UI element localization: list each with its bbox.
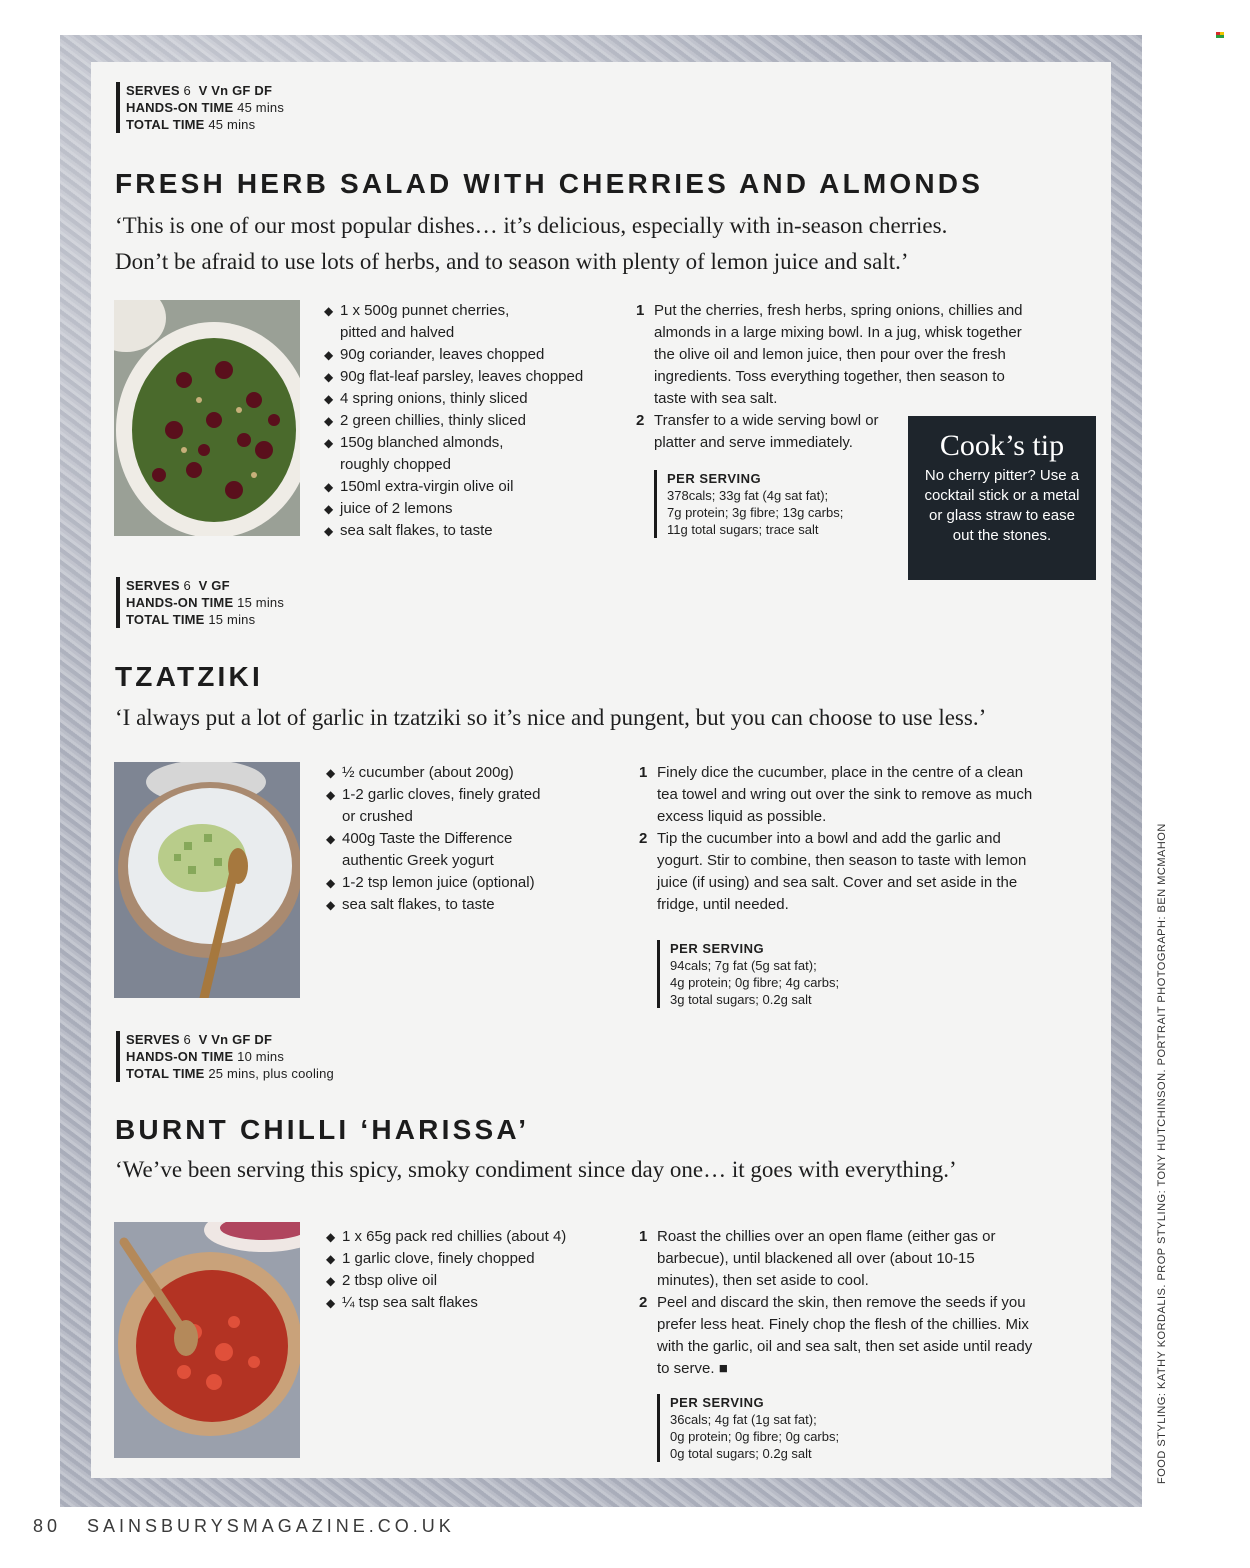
- recipe-3-meta: SERVES 6 V Vn GF DF HANDS-ON TIME 10 mins TOTAL TIME 25 mins, plus cooling: [116, 1031, 334, 1082]
- page-footer: [33, 1516, 455, 1537]
- method-step: 2 Peel and discard the skin, then remove the seeds if you prefer less heat. Finely chop the flesh of the chillies. Mix with the garlic, oil and sea salt, then set aside until ready to serve. ■: [639, 1294, 1033, 1377]
- ingredient-item: ◆ 1-2 tsp lemon juice (optional): [326, 874, 535, 891]
- ingredient-item: roughly chopped: [340, 456, 451, 473]
- recipe-1-quote: ‘This is one of our most popular dishes… it’s delicious, especially with in-season cherries. Don’t be afraid to use lots of herbs, and to season with plenty of lemon juice and salt.’: [115, 213, 948, 274]
- ingredient-item: authentic Greek yogurt: [342, 852, 494, 869]
- recipe-2-quote: ‘I always put a lot of garlic in tzatziki so it’s nice and pungent, but you can choose to use less.’: [115, 705, 987, 730]
- recipe-1-meta: SERVES 6 V Vn GF DF HANDS-ON TIME 45 mins TOTAL TIME 45 mins: [116, 82, 284, 133]
- ingredient-item: ◆ 1-2 garlic cloves, finely grated: [326, 786, 541, 803]
- ingredient-item: ◆ sea salt flakes, to taste: [326, 896, 495, 913]
- recipe-3-method: [639, 1226, 1037, 1380]
- ingredient-item: ◆ 1 x 500g punnet cherries,: [324, 302, 510, 319]
- method-step: 2 Transfer to a wide serving bowl or platter and serve immediately.: [636, 412, 879, 451]
- ingredient-item: ◆ 150ml extra-virgin olive oil: [324, 478, 514, 495]
- recipe-2-nutrition: PER SERVING 94cals; 7g fat (5g sat fat); 4g protein; 0g fibre; 4g carbs; 3g total sugars; 0.2g salt: [657, 940, 839, 1008]
- ingredient-item: ◆ 1 x 65g pack red chillies (about 4): [326, 1228, 567, 1245]
- ingredient-item: ◆ sea salt flakes, to taste: [324, 522, 493, 539]
- ingredient-item: ◆ 2 green chillies, thinly sliced: [324, 412, 526, 429]
- recipe-1-nutrition: PER SERVING 378cals; 33g fat (4g sat fat); 7g protein; 3g fibre; 13g carbs; 11g total sugars; trace salt: [654, 470, 843, 538]
- ingredient-item: ◆ ½ cucumber (about 200g): [326, 764, 514, 781]
- page-number: 80: [33, 1516, 62, 1536]
- recipe-3-title: BURNT CHILLI ‘HARISSA’: [115, 1114, 530, 1145]
- recipe-2-meta: SERVES 6 V GF HANDS-ON TIME 15 mins TOTAL TIME 15 mins: [116, 577, 284, 628]
- ingredient-item: ◆ ¼ tsp sea salt flakes: [326, 1294, 478, 1311]
- tzatziki-photo: [114, 762, 300, 998]
- ingredient-item: ◆ 400g Taste the Difference: [326, 830, 513, 847]
- recipe-1-ingredients: [324, 300, 583, 542]
- recipe-3-quote: ‘We’ve been serving this spicy, smoky condiment since day one… it goes with everything.’: [115, 1157, 957, 1182]
- recipe-2-method: [639, 762, 1037, 916]
- recipe-1-title: FRESH HERB SALAD WITH CHERRIES AND ALMONDS: [115, 168, 984, 199]
- recipe-2-title: TZATZIKI: [115, 661, 263, 692]
- ingredient-item: ◆ 90g coriander, leaves chopped: [324, 346, 545, 363]
- recipe-3-nutrition: PER SERVING 36cals; 4g fat (1g sat fat); 0g protein; 0g fibre; 0g carbs; 0g total sugars; 0.2g salt: [657, 1394, 839, 1462]
- ingredient-item: ◆ 90g flat-leaf parsley, leaves chopped: [324, 368, 584, 385]
- ingredient-item: ◆ 2 tbsp olive oil: [326, 1272, 438, 1289]
- method-step: 1 Put the cherries, fresh herbs, spring onions, chillies and almonds in a large mixing bowl. In a jug, whisk together the olive oil and lemon juice, then pour over the fresh ingredients. Toss everything together, then season to taste with sea salt.: [636, 302, 1023, 407]
- method-step: 1 Roast the chillies over an open flame (either gas or barbecue), until blackened all over (about 10-15 minutes), then set aside to cool.: [639, 1228, 996, 1289]
- colour-bar-mark: [1216, 32, 1224, 38]
- ingredient-item: ◆ 150g blanched almonds,: [324, 434, 504, 451]
- method-step: 1 Finely dice the cucumber, place in the centre of a clean tea towel and wring out over the sink to remove as much excess liquid as possible.: [639, 764, 1033, 825]
- cooks-tip-box: [908, 416, 1096, 580]
- recipe-3-ingredients: [326, 1226, 566, 1314]
- recipe-2-ingredients: [326, 762, 540, 916]
- ingredient-item: pitted and halved: [340, 324, 455, 341]
- cooks-tip-heading: Cook’s tip: [939, 429, 1065, 462]
- harissa-photo: [114, 1222, 300, 1458]
- method-step: 2 Tip the cucumber into a bowl and add the garlic and yogurt. Stir to combine, then season to taste with lemon juice (if using) and sea salt. Cover and set aside in the fridge, until needed.: [639, 830, 1027, 913]
- photo-credits: FOOD STYLING: KATHY KORDALIS. PROP STYLING: TONY HUTCHINSON. PORTRAIT PHOTOGRAPH: BEN MCMAHON: [1156, 823, 1168, 1484]
- ingredient-item: ◆ 4 spring onions, thinly sliced: [324, 390, 528, 407]
- ingredient-item: ◆ juice of 2 lemons: [324, 500, 453, 517]
- cooks-tip-body: No cherry pitter? Use a cocktail stick or a metal or glass straw to ease out the stones.: [924, 467, 1080, 544]
- ingredient-item: or crushed: [342, 808, 413, 825]
- ingredient-item: ◆ 1 garlic clove, finely chopped: [326, 1250, 535, 1267]
- cherry-salad-photo: [114, 300, 300, 536]
- site-url: SAINSBURYSMAGAZINE.CO.UK: [87, 1516, 455, 1536]
